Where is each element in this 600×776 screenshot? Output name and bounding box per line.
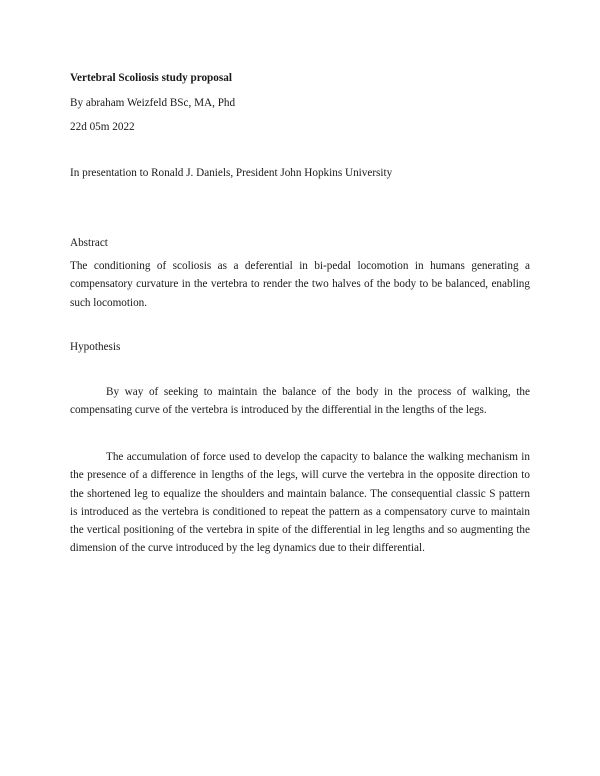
document-title: Vertebral Scoliosis study proposal (70, 72, 232, 84)
author-line: By abraham Weizfeld BSc, MA, Phd (70, 97, 236, 109)
hypothesis-paragraph-1: By way of seeking to maintain the balance of the body in the process of walking, the compensating curve of the vertebra is introduced by the differential in the lengths of the legs. (70, 386, 530, 417)
hypothesis-heading: Hypothesis (70, 341, 121, 353)
date-line: 22d 05m 2022 (70, 121, 135, 133)
abstract-text: The conditioning of scoliosis as a deferential in bi-pedal locomotion in humans generating a compensatory curvature in the vertebra to render the two halves of the body to be balanced, enabling such locomotion. (70, 260, 530, 309)
hypothesis-paragraph-2: The accumulation of force used to develop the capacity to balance the walking mechanism in the presence of a difference in lengths of the legs, will curve the vertebra in the opposite direction to the shortened leg to equalize the shoulders and maintain balance. The consequential classic S pattern is introduced as the vertebra is conditioned to repeat the pattern as a compensatory curve to maintain the vertical positioning of the vertebra in spite of the differential in leg lengths and so augmenting the dimension of the curve introduced by the leg dynamics due to their differential. (70, 451, 530, 555)
abstract-heading: Abstract (70, 237, 108, 249)
presentation-line: In presentation to Ronald J. Daniels, President John Hopkins University (70, 167, 393, 179)
